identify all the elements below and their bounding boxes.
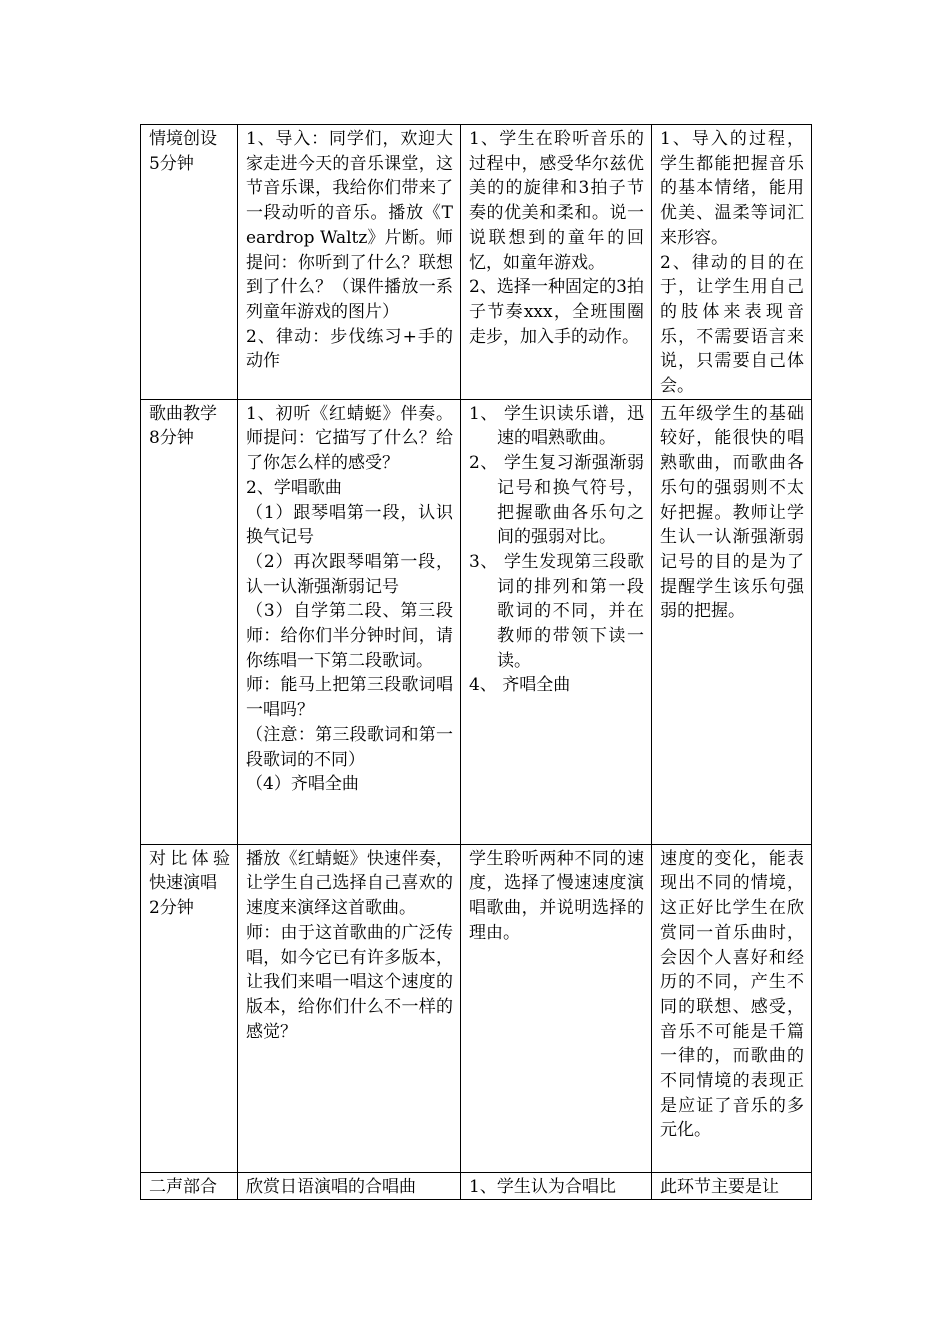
paragraph: （4）齐唱全曲 xyxy=(246,774,359,795)
teacher-activity-cell xyxy=(238,399,461,844)
stage-cell xyxy=(141,125,238,400)
student-activity-cell xyxy=(461,125,652,400)
stage-name: 对比体验快速演唱 xyxy=(149,848,230,894)
paragraph: 速度的变化，能表现出不同的情境，这正好比学生在欣赏同一首乐曲时，会因个人喜好和经历的不同，产生不同的联想、感受，音乐不可能是千篇一律的，而歌曲的不同情境的表现正是应证了音乐的多元化。 xyxy=(660,848,804,1141)
paragraph: 2、选择一种固定的3拍子节奏xxx，全班围圈走步，加入手的动作。 xyxy=(469,277,644,347)
table-row xyxy=(141,844,812,1172)
paragraph: 1、导入：同学们，欢迎大家走进今天的音乐课堂，这节音乐课，我给你们带来了一段动听的音乐。播放《Teardrop Waltz》片断。师提问：你听到了什么？联想到了什么？（课件播放一系列童年游戏的图片） xyxy=(246,129,453,322)
paragraph: （1）跟琴唱第一段，认识换气记号 xyxy=(246,502,453,548)
design-intent-cell xyxy=(652,844,812,1172)
teacher-activity-cell xyxy=(238,1172,461,1200)
table-row xyxy=(141,399,812,844)
paragraph: 2、学唱歌曲 xyxy=(246,477,342,498)
paragraph: 欣赏日语演唱的合唱曲 xyxy=(246,1176,416,1197)
list-item: 2、 学生复习渐强渐弱记号和换气符号，把握歌曲各乐句之间的强弱对比。 xyxy=(469,453,644,548)
paragraph: （2）再次跟琴唱第一段，认一认渐强渐弱记号 xyxy=(246,551,453,597)
paragraph: 1、初听《红蜻蜓》伴奏。师提问：它描写了什么？给了你怎么样的感受？ xyxy=(246,403,453,474)
paragraph: 五年级学生的基础较好，能很快的唱熟歌曲，而歌曲各乐句的强弱则不太好把握。教师让学生认一认渐强渐弱记号的目的是为了提醒学生该乐句强弱的把握。 xyxy=(660,403,804,622)
stage-cell xyxy=(141,844,238,1172)
stage-name: 歌曲教学 xyxy=(149,403,217,424)
list-item: 3、 学生发现第三段歌词的排列和第一段歌词的不同，并在教师的带领下读一读。 xyxy=(469,551,644,671)
stage-cell xyxy=(141,1172,238,1200)
student-activity-cell xyxy=(461,844,652,1172)
stage-duration: 2分钟 xyxy=(149,898,194,919)
teacher-activity-cell xyxy=(238,844,461,1172)
table-row xyxy=(141,125,812,400)
stage-cell xyxy=(141,399,238,844)
stage-duration: 5分钟 xyxy=(149,153,194,174)
paragraph: 播放《红蜻蜓》快速伴奏，让学生自己选择自己喜欢的速度来演绎这首歌曲。 xyxy=(246,848,453,919)
paragraph: 师：能马上把第三段歌词唱一唱吗？ xyxy=(246,675,453,721)
stage-name: 二声部合 xyxy=(149,1176,217,1197)
paragraph: （3）自学第二段、第三段师：给你们半分钟时间，请你练唱一下第二段歌词。 xyxy=(246,601,453,671)
teacher-activity-cell xyxy=(238,125,461,400)
design-intent-cell xyxy=(652,1172,812,1200)
paragraph: 2、律动的目的在于，让学生用自己的肢体来表现音乐，不需要语言来说，只需要自己体会。 xyxy=(660,252,804,397)
paragraph: （注意：第三段歌词和第一段歌词的不同） xyxy=(246,724,453,770)
paragraph: 学生聆听两种不同的速度，选择了慢速速度演唱歌曲，并说明选择的理由。 xyxy=(469,848,644,943)
student-activity-cell xyxy=(461,1172,652,1200)
paragraph: 2、律动：步伐练习+手的动作 xyxy=(246,326,453,372)
design-intent-cell xyxy=(652,399,812,844)
paragraph: 师：由于这首歌曲的广泛传唱，如今它已有许多版本，让我们来唱一唱这个速度的版本，给你们什么不一样的感觉？ xyxy=(246,922,453,1042)
list-item: 1、 学生识读乐谱，迅速的唱熟歌曲。 xyxy=(469,403,644,449)
student-activity-cell xyxy=(461,399,652,844)
table-row xyxy=(141,1172,812,1200)
stage-name: 情境创设 xyxy=(149,129,217,149)
design-intent-cell xyxy=(652,125,812,400)
list-item: 4、 齐唱全曲 xyxy=(469,675,571,696)
stage-duration: 8分钟 xyxy=(149,428,194,449)
lesson-plan-table xyxy=(140,124,812,1200)
paragraph: 1、导入的过程，学生都能把握音乐的基本情绪，能用优美、温柔等词汇来形容。 xyxy=(660,129,804,248)
paragraph: 此环节主要是让 xyxy=(660,1176,779,1197)
paragraph: 1、学生在聆听音乐的过程中，感受华尔兹优美的的旋律和3拍子节奏的优美和柔和。说一说联想到的童年的回忆，如童年游戏。 xyxy=(469,129,644,273)
paragraph: 1、学生认为合唱比 xyxy=(469,1176,616,1197)
